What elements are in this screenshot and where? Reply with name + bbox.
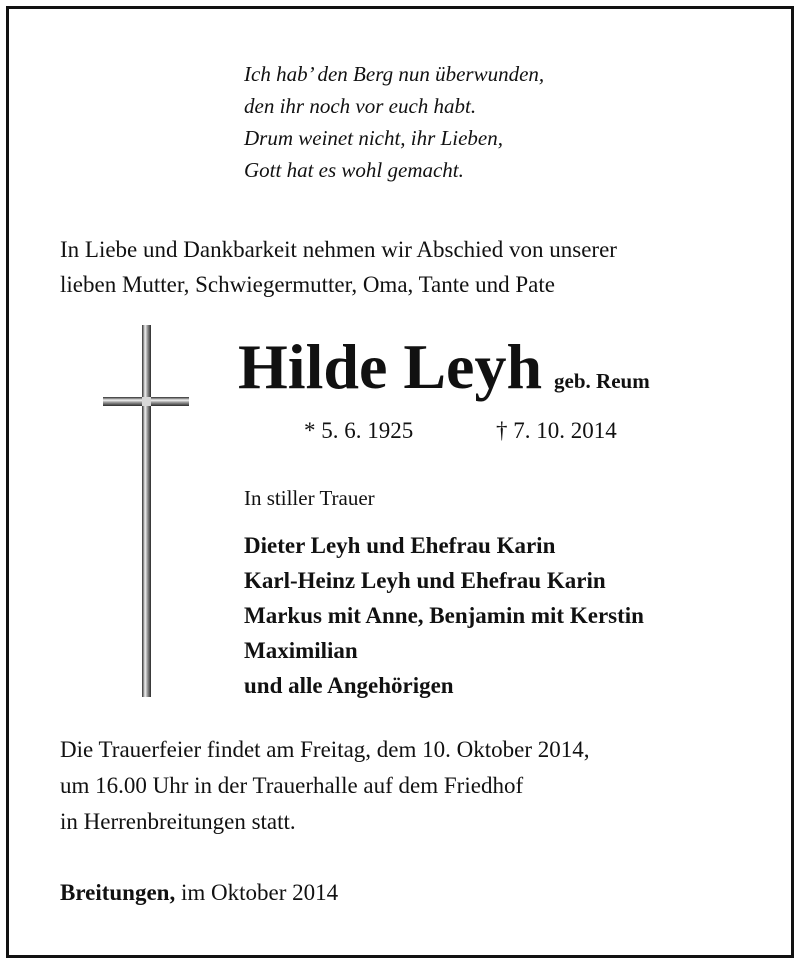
poem-line: Gott hat es wohl gemacht.: [244, 158, 464, 182]
deceased-name: Hilde Leyh: [238, 331, 543, 402]
mourning-label: In stiller Trauer: [244, 486, 375, 510]
mourner-entry: und alle Angehörigen: [244, 673, 454, 698]
closing-date: im Oktober 2014: [175, 880, 339, 905]
poem-line: Drum weinet nicht, ihr Lieben,: [244, 126, 503, 150]
mourner-entry: Maximilian: [244, 638, 358, 663]
poem: [244, 58, 544, 186]
deceased-name-line: [238, 330, 650, 404]
mourners-list: [244, 528, 644, 703]
funeral-info: [60, 732, 590, 840]
mourner-entry: Karl-Heinz Leyh und Ehefrau Karin: [244, 568, 606, 593]
mourner-entry: Dieter Leyh und Ehefrau Karin: [244, 533, 556, 558]
intro-text: [60, 232, 617, 302]
poem-line: Ich hab’ den Berg nun überwunden,: [244, 62, 545, 86]
poem-line: den ihr noch vor euch habt.: [244, 94, 477, 118]
birth-date: * 5. 6. 1925: [304, 418, 414, 443]
closing-place: Breitungen,: [60, 880, 176, 905]
christian-cross-icon: [100, 323, 192, 699]
mourner-entry: Markus mit Anne, Benjamin mit Kerstin: [244, 603, 644, 628]
intro-line: lieben Mutter, Schwiegermutter, Oma, Tante und Pate: [60, 272, 555, 297]
intro-line: In Liebe und Dankbarkeit nehmen wir Abschied von unserer: [60, 237, 617, 262]
funeral-line: in Herrenbreitungen statt.: [60, 809, 296, 834]
closing-line: [60, 880, 338, 906]
maiden-name: geb. Reum: [554, 369, 650, 393]
funeral-line: um 16.00 Uhr in der Trauerhalle auf dem Friedhof: [60, 773, 524, 798]
funeral-line: Die Trauerfeier findet am Freitag, dem 10. Oktober 2014,: [60, 737, 590, 762]
death-date: † 7. 10. 2014: [496, 418, 617, 443]
